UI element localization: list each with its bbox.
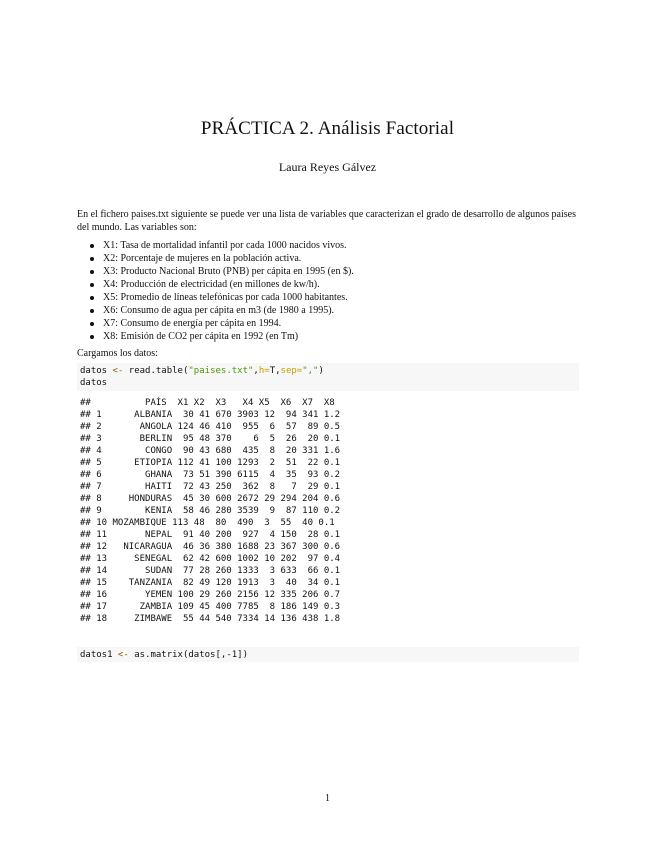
output-row: ## 14 SUDAN 77 28 260 1333 3 633 66 0.1 <box>80 566 341 576</box>
code-arg-h: h= <box>258 366 270 376</box>
code-arg-h-value: T, <box>269 366 281 376</box>
variable-item-x7: X7: Consumo de energía per cápita en 1994. <box>88 317 354 330</box>
variable-item-x1: X1: Tasa de mortalidad infantil por cada 1000 nacidos vivos. <box>88 239 354 252</box>
code-line-datos: datos <box>80 378 108 388</box>
output-row: ## 1 ALBANIA 30 41 670 3903 12 94 341 1.2 <box>80 410 341 420</box>
output-header: ## PAÍS X1 X2 X3 X4 X5 X6 X7 X8 <box>80 398 335 408</box>
output-row: ## 10 MOZAMBIQUE 113 48 80 490 3 55 40 0.1 <box>80 518 335 528</box>
code-comma: , <box>253 366 259 376</box>
code-function: read.table( <box>128 366 189 376</box>
output-row: ## 15 TANZANIA 82 49 120 1913 3 40 34 0.1 <box>80 578 341 588</box>
code-block-read-table <box>77 363 579 391</box>
code-assign-operator: <- <box>112 650 135 660</box>
document-title: PRÁCTICA 2. Análisis Factorial <box>200 118 455 139</box>
output-row: ## 4 CONGO 90 43 680 435 8 20 331 1.6 <box>80 446 341 456</box>
output-row: ## 9 KENIA 58 46 280 3539 9 87 110 0.2 <box>80 506 341 516</box>
table-output <box>80 397 340 625</box>
output-row: ## 11 NEPAL 91 40 200 927 4 150 28 0.1 <box>80 530 341 540</box>
variable-item-x5: X5: Promedio de líneas telefónicas por cada 1000 habitantes. <box>88 291 354 304</box>
output-row: ## 16 YEMEN 100 29 260 2156 12 335 206 0.7 <box>80 590 341 600</box>
code-close-paren: ) <box>318 366 324 376</box>
output-row: ## 12 NICARAGUA 46 36 380 1688 23 367 300 0.6 <box>80 542 341 552</box>
page-number: 1 <box>325 793 330 804</box>
variable-list <box>88 239 354 343</box>
output-row: ## 7 HAITI 72 43 250 362 8 7 29 0.1 <box>80 482 341 492</box>
intro-paragraph: En el fichero paises.txt siguiente se puede ver una lista de variables que caracterizan el grado de desarrollo de algunos países del mundo. Las variables son: <box>77 209 576 233</box>
variable-item-x2: X2: Porcentaje de mujeres en la población activa. <box>88 252 354 265</box>
variable-item-x3: X3: Producto Nacional Bruto (PNB) per cápita en 1995 (en $). <box>88 265 354 278</box>
output-row: ## 13 SENEGAL 62 42 600 1002 10 202 97 0.4 <box>80 554 341 564</box>
code-string-sep: "," <box>302 366 319 376</box>
load-data-text: Cargamos los datos: <box>77 348 158 359</box>
output-row: ## 18 ZIMBAWE 55 44 540 7334 14 136 438 1.8 <box>80 614 341 624</box>
output-row: ## 17 ZAMBIA 109 45 400 7785 8 186 149 0.3 <box>80 602 341 612</box>
output-row: ## 3 BERLIN 95 48 370 6 5 26 20 0.1 <box>80 434 341 444</box>
code-function: as.matrix(datos[,-1]) <box>134 650 248 660</box>
output-row: ## 6 GHANA 73 51 390 6115 4 35 93 0.2 <box>80 470 341 480</box>
code-block-as-matrix <box>77 647 579 662</box>
code-string-filename: "paises.txt" <box>188 366 254 376</box>
output-row: ## 8 HONDURAS 45 30 600 2672 29 294 204 0.6 <box>80 494 341 504</box>
code-assign-operator: <- <box>107 366 129 376</box>
variable-item-x6: X6: Consumo de agua per cápita en m3 (de 1980 a 1995). <box>88 304 354 317</box>
code-var: datos <box>80 366 108 376</box>
code-var: datos1 <box>80 650 113 660</box>
variable-item-x4: X4: Producción de electricidad (en millones de kw/h). <box>88 278 354 291</box>
output-row: ## 2 ANGOLA 124 46 410 955 6 57 89 0.5 <box>80 422 341 432</box>
variable-item-x8: X8: Emisión de CO2 per cápita en 1992 (en Tm) <box>88 330 354 343</box>
document-author: Laura Reyes Gálvez <box>278 160 377 174</box>
code-arg-sep: sep= <box>280 366 303 376</box>
output-row: ## 5 ETIOPIA 112 41 100 1293 2 51 22 0.1 <box>80 458 341 468</box>
